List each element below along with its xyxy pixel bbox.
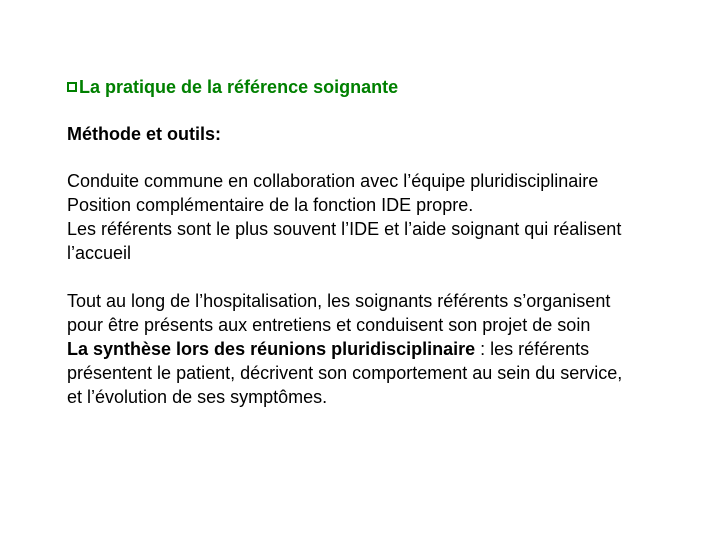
paragraph-line: et l’évolution de ses symptômes. [67,387,328,407]
paragraph-line: Tout au long de l’hospitalisation, les soignants référents s’organisent [67,291,611,311]
paragraph-line-synthesis [67,337,697,361]
paragraph-line: l’accueil [67,243,132,263]
paragraph-line: présentent le patient, décrivent son comportement au sein du service, [67,363,623,383]
checkbox-bullet-icon [67,82,77,92]
paragraph-line: Conduite commune en collaboration avec l’équipe pluridisciplinaire [67,171,599,191]
paragraph-hospitalisation [67,289,697,409]
paragraph-line: pour être présents aux entretiens et conduisent son projet de soin [67,315,591,335]
synthesis-rest-text: : les référents [475,339,590,359]
slide-heading [67,76,398,98]
paragraph-line: Les référents sont le plus souvent l’IDE et l’aide soignant qui réalisent [67,219,622,239]
method-subheading: Méthode et outils: [67,124,221,144]
synthesis-bold-text: La synthèse lors des réunions pluridisciplinaire [67,339,476,359]
heading-text: La pratique de la référence soignante [79,77,399,97]
paragraph-method [67,169,697,265]
paragraph-line: Position complémentaire de la fonction IDE propre. [67,195,474,215]
